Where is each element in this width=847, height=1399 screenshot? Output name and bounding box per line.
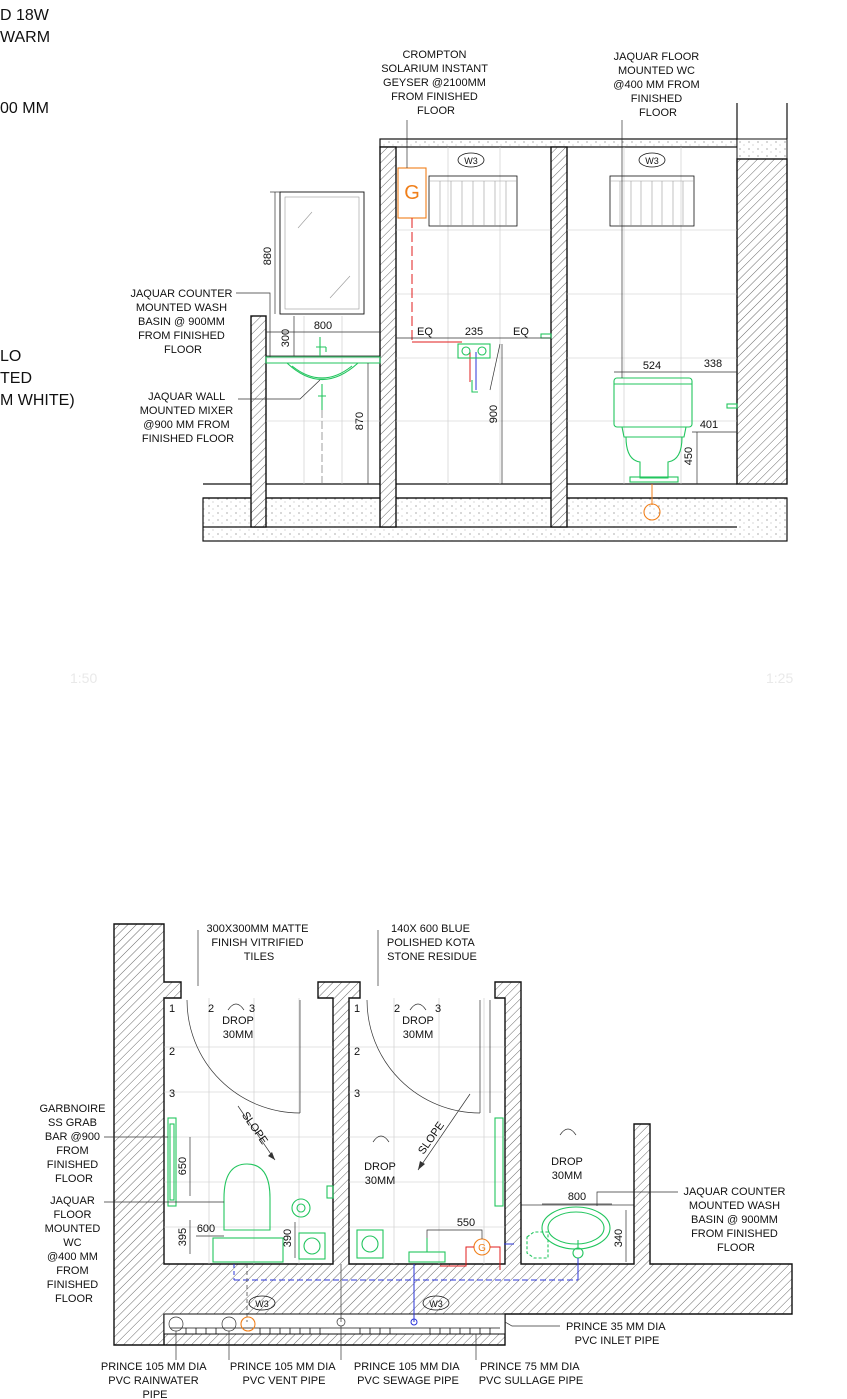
wash-basin-elevation — [287, 337, 358, 484]
room2-fixtures — [357, 1230, 490, 1262]
svg-text:3: 3 — [435, 1003, 442, 1015]
dim-wc-w: 524 — [642, 360, 662, 372]
dim-mixer-plan: 550 — [456, 1217, 476, 1229]
note-mixer-elev: JAQUAR WALL MOUNTED MIXER @900 MM FROM FINISHED FLOOR — [139, 391, 235, 445]
grab-bar — [168, 1118, 176, 1206]
partial-text-3: 00 MM — [0, 100, 49, 117]
dim-basin-d: 340 — [613, 1228, 625, 1248]
dim-mixer-w: 235 — [464, 326, 484, 338]
dim-wc-tank: 401 — [699, 419, 719, 431]
ceiling-slab — [380, 139, 737, 147]
wall-3 — [551, 147, 567, 527]
dim-grab: 650 — [177, 1156, 189, 1176]
svg-text:2: 2 — [208, 1003, 215, 1015]
window-tag-2: W3 — [645, 156, 659, 166]
dim-eq-2: EQ — [513, 326, 529, 338]
note-basin-elev: JAQUAR COUNTER MOUNTED WASH BASIN @ 900MM FROM FINISHED FLOOR — [130, 288, 233, 356]
drop-4-val: 30MM — [551, 1170, 583, 1182]
geyser-symbol: G — [404, 182, 420, 204]
svg-text:3: 3 — [354, 1088, 361, 1100]
note-sullage-pipe: PRINCE 75 MM DIA PVC SULLAGE PIPE — [478, 1361, 584, 1387]
svg-text:2: 2 — [169, 1046, 176, 1058]
svg-text:1: 1 — [169, 1003, 176, 1015]
wall-mixer-elevation — [458, 334, 551, 392]
partial-text-1: D 18W — [0, 7, 49, 24]
dim-basin-w-plan: 800 — [567, 1191, 587, 1203]
mirror — [280, 192, 364, 314]
note-vent-pipe: PRINCE 105 MM DIA PVC VENT PIPE — [229, 1361, 336, 1387]
window-w3-room2 — [610, 153, 694, 226]
note-inlet-pipe: PRINCE 35 MM DIA PVC INLET PIPE — [565, 1321, 665, 1347]
note-sewage-pipe: PRINCE 105 MM DIA PVC SEWAGE PIPE — [353, 1361, 460, 1387]
drop-3: DROP — [364, 1161, 396, 1173]
dim-wc-depth: 390 — [282, 1228, 294, 1248]
dim-basin-h: 870 — [354, 411, 366, 431]
drop-4: DROP — [551, 1156, 583, 1168]
slope-label-2: SLOPE — [416, 1119, 447, 1157]
svg-text:3: 3 — [169, 1088, 176, 1100]
note-geyser: CROMPTON SOLARIUM INSTANT GEYSER @2100MM FROM FINISHED FLOOR — [381, 49, 488, 117]
note-wc-elev: JAQUAR FLOOR MOUNTED WC @400 MM FROM FINISHED FLOOR — [613, 51, 700, 119]
drop-2: DROP — [402, 1015, 434, 1027]
wall-right — [737, 159, 787, 484]
plan-view — [39, 923, 792, 1399]
faint-scale-left: 1:50 — [70, 670, 98, 686]
geyser-elevation — [398, 168, 476, 390]
dim-gap: 300 — [280, 328, 292, 348]
window-w3-room1 — [429, 153, 517, 226]
plan-outer-wall — [114, 924, 792, 1345]
wc-plan — [213, 1164, 333, 1262]
elevation-view — [130, 49, 787, 541]
partial-text-6: M WHITE) — [0, 392, 75, 409]
faint-scale-right: 1:25 — [766, 670, 794, 686]
elevation-dimensions — [262, 192, 737, 484]
dim-wc-w-plan: 600 — [196, 1223, 216, 1235]
partial-left-notes — [0, 7, 75, 409]
svg-text:3: 3 — [249, 1003, 256, 1015]
geyser-plan-symbol: G — [478, 1243, 486, 1254]
plan-window-tag-1: W3 — [255, 1299, 269, 1309]
drop-1-val: 30MM — [222, 1029, 254, 1041]
dim-mixer-h: 900 — [488, 404, 500, 424]
partial-text-2: WARM — [0, 29, 51, 46]
dim-basin-w: 800 — [313, 320, 333, 332]
partial-text-5: TED — [0, 370, 32, 387]
note-kota: 140X 600 BLUE POLISHED KOTA STONE RESIDUE — [386, 923, 477, 963]
floor-slab — [203, 498, 787, 541]
dim-mirror-h: 880 — [262, 246, 274, 266]
slope-label-1: SLOPE — [239, 1109, 270, 1147]
svg-text:2: 2 — [354, 1046, 361, 1058]
drop-2-val: 30MM — [402, 1029, 434, 1041]
note-tiles: 300X300MM MATTE FINISH VITRIFIED TILES — [206, 923, 309, 963]
svg-text:2: 2 — [394, 1003, 401, 1015]
note-wc-plan: JAQUAR FLOOR MOUNTED WC @400 MM FROM FINISHED FLOOR — [44, 1195, 101, 1305]
drop-3-val: 30MM — [364, 1175, 396, 1187]
plan-window-tag-2: W3 — [429, 1299, 443, 1309]
dim-wc-off: 395 — [177, 1227, 189, 1247]
drop-1: DROP — [222, 1015, 254, 1027]
note-grab-bar: GARBNOIRE SS GRAB BAR @900 FROM FINISHED FLOOR — [39, 1103, 106, 1185]
dim-eq-1: EQ — [417, 326, 433, 338]
wall-2 — [380, 147, 396, 527]
note-basin-plan: JAQUAR COUNTER MOUNTED WASH BASIN @ 900MM FROM FINISHED FLOOR — [683, 1186, 786, 1254]
dim-wc-side: 338 — [703, 358, 723, 370]
tile-numbers — [169, 1003, 441, 1100]
wall-left — [251, 316, 266, 527]
window-tag-1: W3 — [464, 156, 478, 166]
partial-text-4: LO — [0, 348, 22, 365]
note-rainwater-pipe: PRINCE 105 MM DIA PVC RAINWATER PIPE — [100, 1361, 207, 1399]
dim-wc-h: 450 — [683, 446, 695, 466]
svg-text:1: 1 — [354, 1003, 361, 1015]
